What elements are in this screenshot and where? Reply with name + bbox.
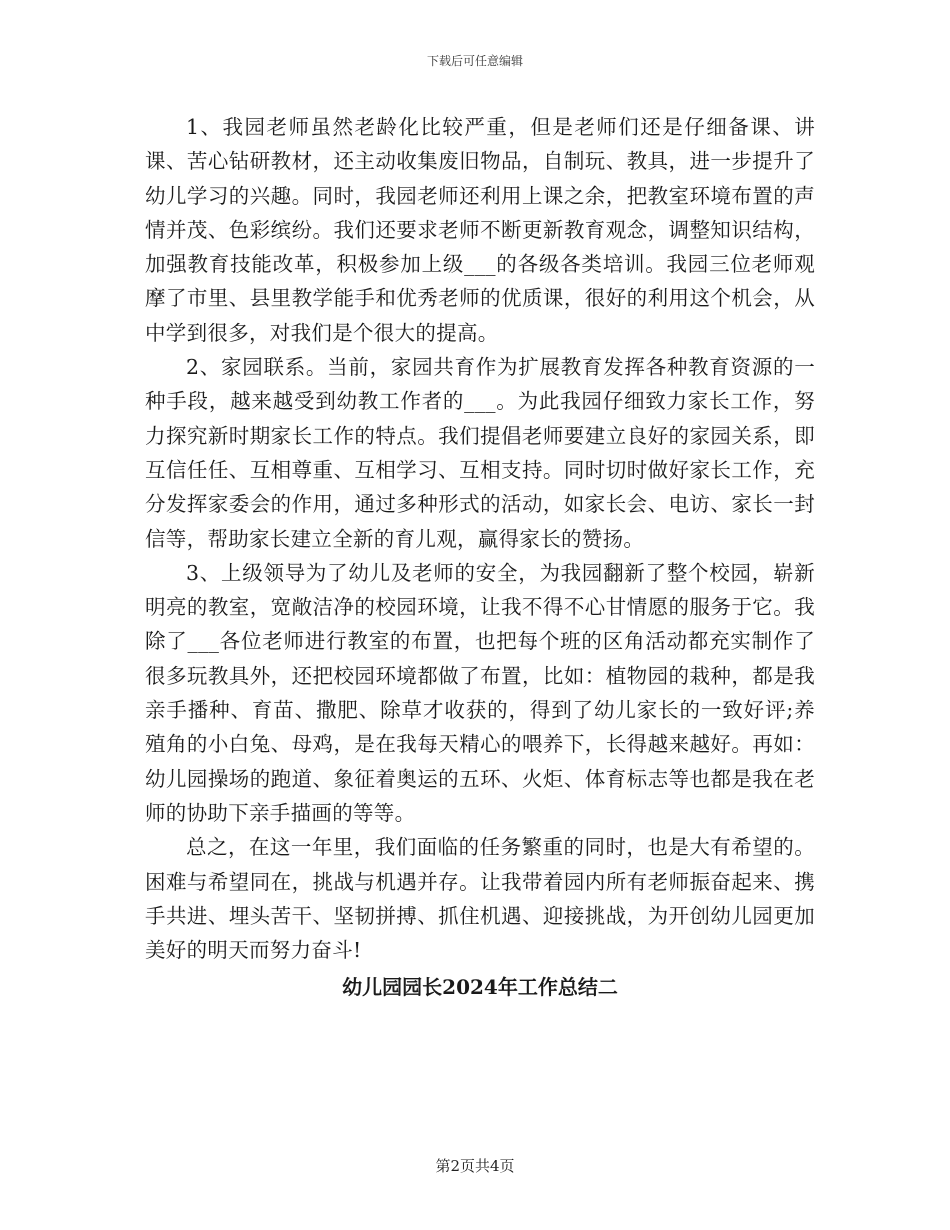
paragraph-teacher-training: 1、我园老师虽然老龄化比较严重，但是老师们还是仔细备课、讲课、苦心钻研教材，还主动收集废旧物品，自制玩、教具，进一步提升了幼儿学习的兴趣。同时，我园老师还利用上课之余，把教室环境布置的声情并茂、色彩缤纷。我们还要求老师不断更新教育观念，调整知识结构，加强教育技能改革，积极参加上级___的各级各类培训。我园三位老师观摩了市里、县里教学能手和优秀老师的优质课，很好的利用这个机会，从中学到很多，对我们是个很大的提高。 bbox=[145, 115, 815, 345]
paragraph-home-school-contact: 2、家园联系。当前，家园共育作为扩展教育发挥各种教育资源的一种手段，越来越受到幼教工作者的___。为此我园仔细致力家长工作，努力探究新时期家长工作的特点。我们提倡老师要建立良好的家园关系，即互信任任、互相尊重、互相学习、互相支持。同时切时做好家长工作，充分发挥家委会的作用，通过多种形式的活动，如家长会、电访、家长一封信等，帮助家长建立全新的育儿观，赢得家长的赞扬。 bbox=[145, 355, 815, 551]
paragraph-campus-renovation: 3、上级领导为了幼儿及老师的安全，为我园翻新了整个校园，崭新明亮的教室，宽敞洁净的校园环境，让我不得不心甘情愿的服务于它。我除了___各位老师进行教室的布置，也把每个班的区角活动都充实制作了很多玩教具外，还把校园环境都做了布置，比如：植物园的栽种，都是我亲手播种、育苗、撒肥、除草才收获的，得到了幼儿家长的一致好评;养殖角的小白兔、母鸡，是在我每天精心的喂养下，长得越来越好。再如：幼儿园操场的跑道、象征着奥运的五环、火炬、体育标志等也都是我在老师的协助下亲手描画的等等。 bbox=[145, 560, 815, 825]
document-body bbox=[145, 110, 815, 1005]
page-header: 下载后可任意编辑 bbox=[426, 54, 523, 68]
page-footer: 第2页共4页 bbox=[435, 1157, 515, 1175]
section-title: 幼儿园园长2024年工作总结二 bbox=[342, 975, 618, 1000]
paragraph-conclusion: 总之，在这一年里，我们面临的任务繁重的同时，也是大有希望的。困难与希望同在，挑战与机遇并存。让我带着园内所有老师振奋起来、携手共进、埋头苦干、坚韧拼搏、抓住机遇、迎接挑战，为开创幼儿园更加美好的明天而努力奋斗! bbox=[145, 835, 815, 963]
